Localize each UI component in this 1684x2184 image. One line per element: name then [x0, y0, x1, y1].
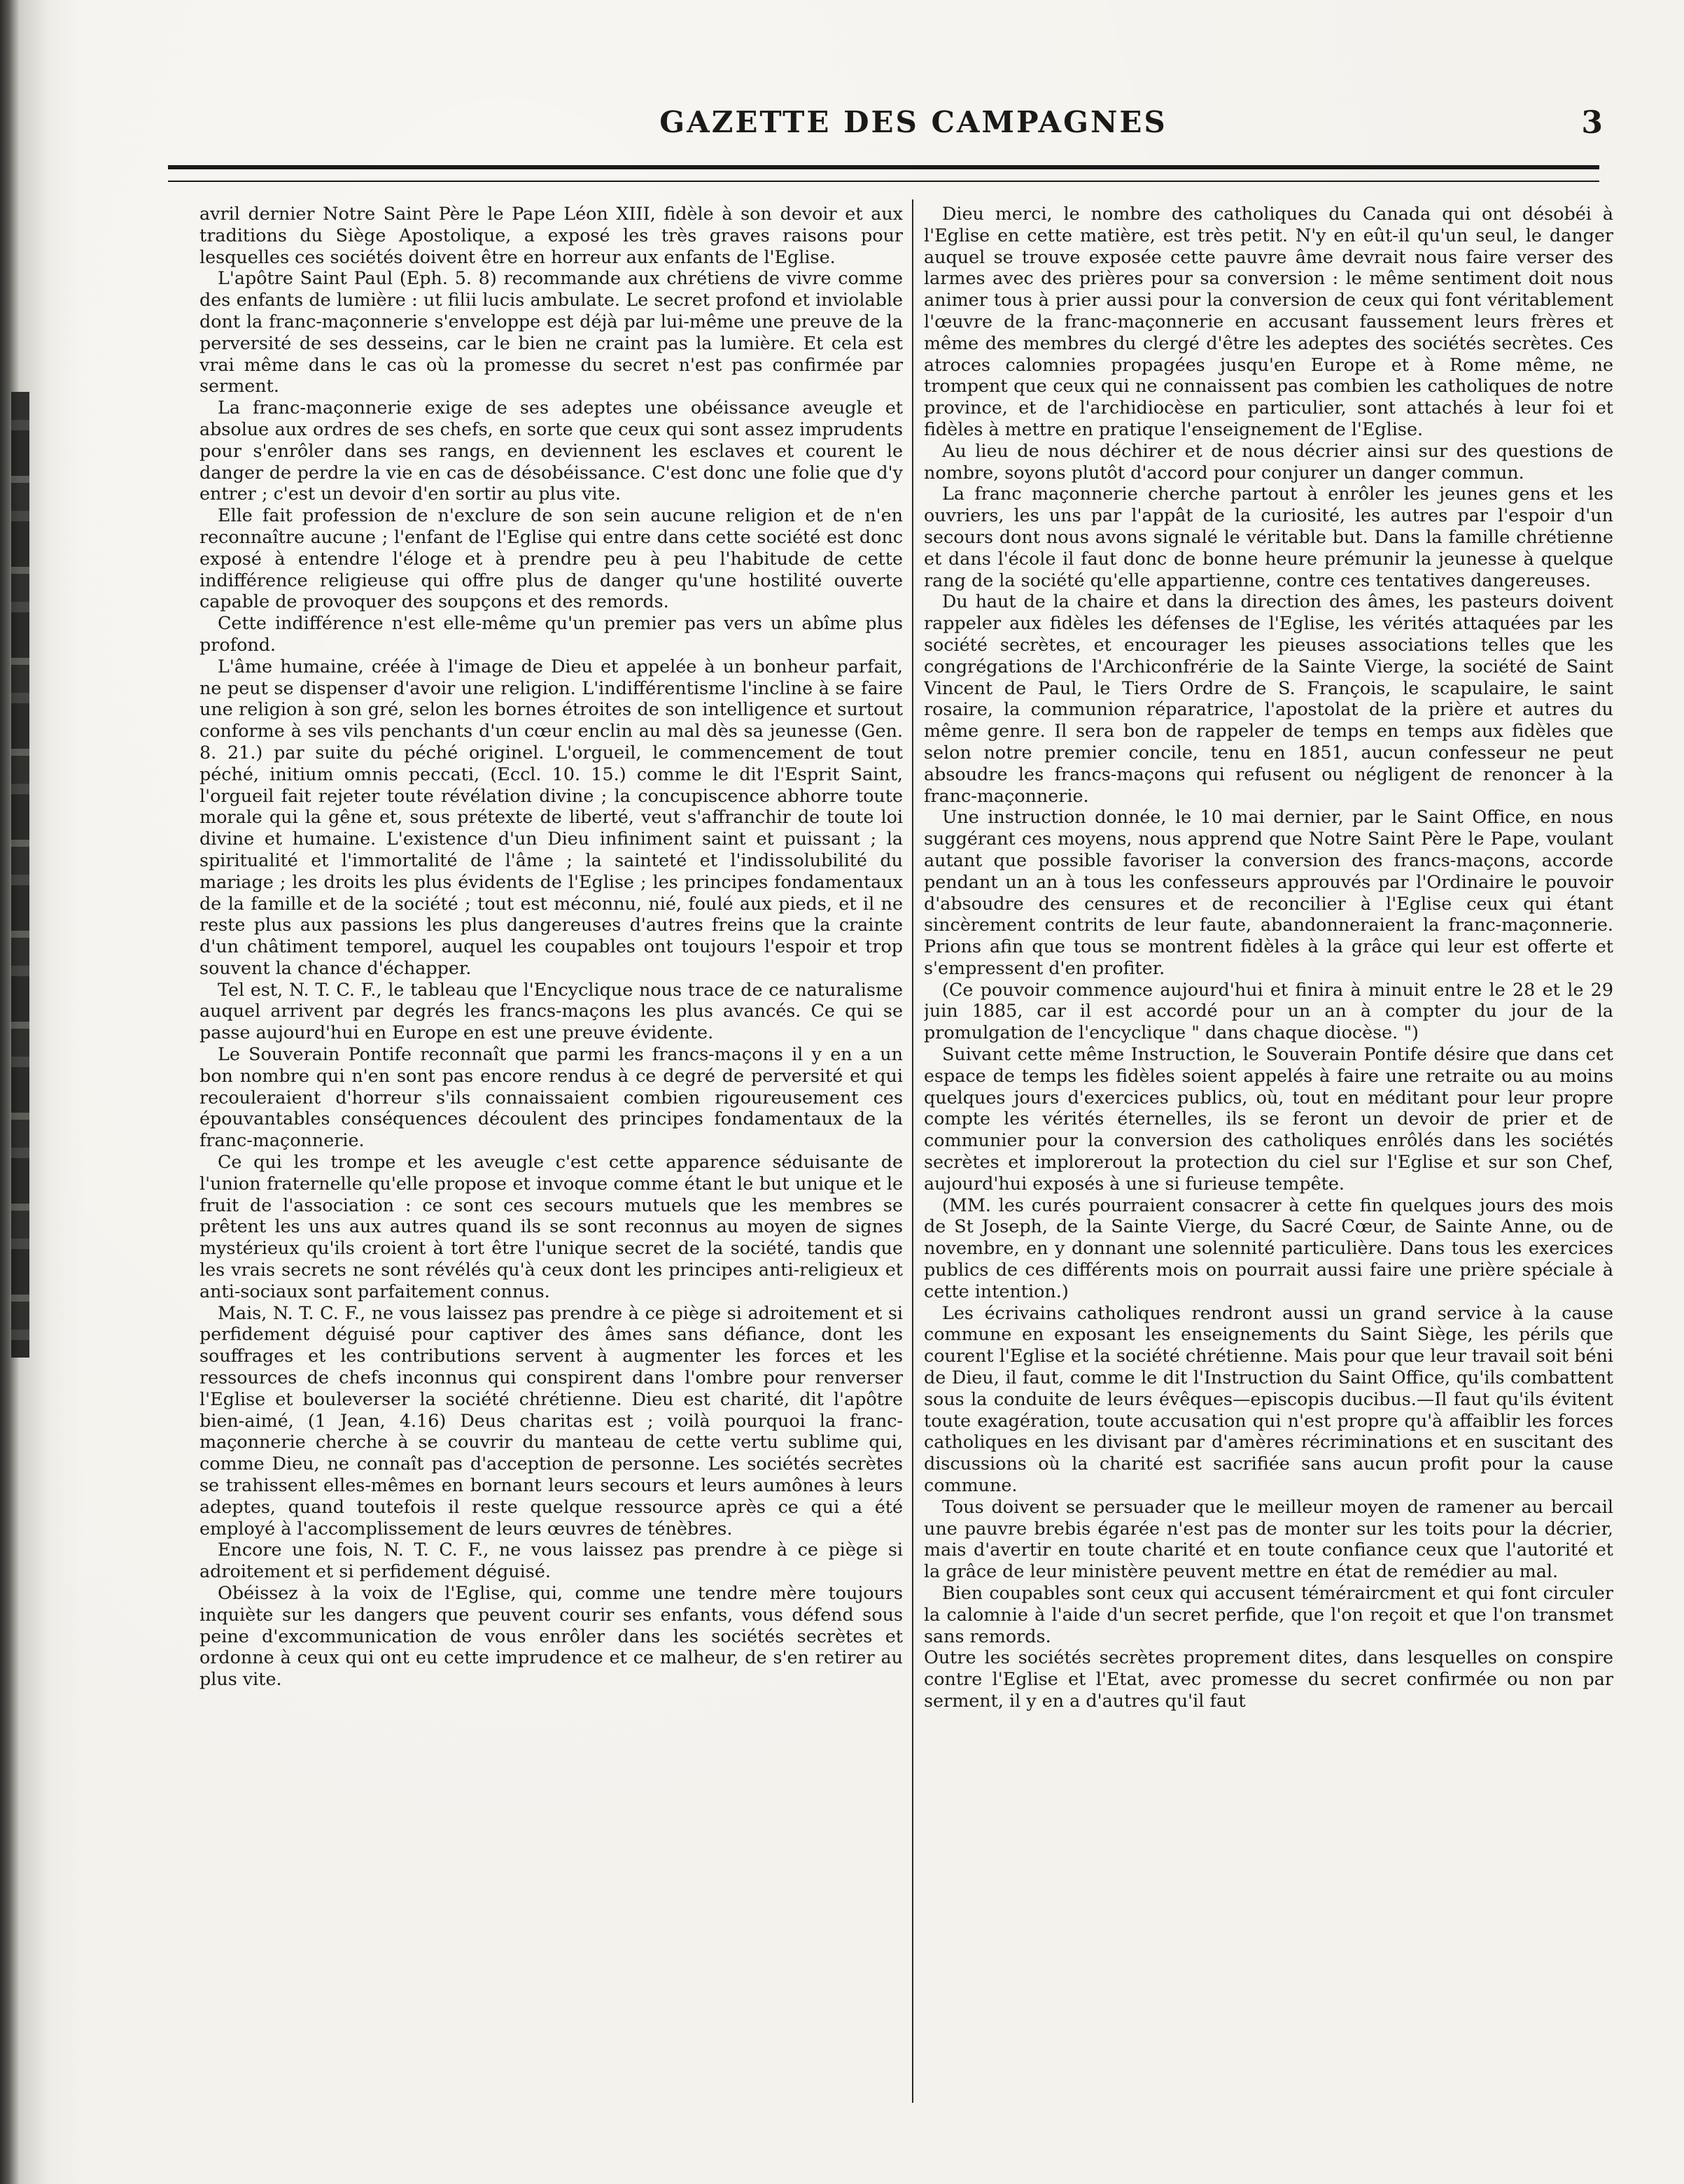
header-rule: [168, 165, 1599, 182]
running-title: GAZETTE DES CAMPAGNES: [659, 105, 1167, 139]
paragraph: Les écrivains catholiques rendront aussi un grand service à la cause commune en exposant les enseignements du Saint Siège, les périls que courent l'Eglise et la société chrétienne. Mais pour que leur travail soit béni de Dieu, il faut, comme le dit l'Instruction du Saint Office, qu'ils combattent sous la conduite de leurs évêques—episcopis ducibus.—Il faut qu'ils évitent toute exagération, toute accusation qui n'est propre qu'à affaiblir les forces catholiques en les divisant par d'amères récriminations et en suscitant des discussions où la charité est sacrifiée sans aucun profit pour la cause commune.: [924, 1302, 1613, 1496]
binding-shadow: [11, 392, 29, 1358]
paragraph: Cette indifférence n'est elle-même qu'un premier pas vers un abîme plus profond.: [199, 612, 903, 655]
page-header: [224, 105, 1603, 147]
paragraph: Le Souverain Pontife reconnaît que parmi les francs-maçons il y en a un bon nombre qui n'en sont pas encore rendus à ce degré de perversité et qui recouleraient d'horreur s'ils connaissaient combien rigoureusement ces épouvantables conséquences découlent des principes fondamentaux de la franc-maçonnerie.: [199, 1043, 903, 1151]
text-column-left: [199, 203, 903, 2106]
paragraph: Outre les sociétés secrètes proprement dites, dans lesquelles on conspire contre l'Eglise et l'Etat, avec promesse du secret confirmée ou non par serment, il y en a d'autres qu'il faut: [924, 1647, 1613, 1711]
paragraph: (MM. les curés pourraient consacrer à cette fin quelques jours des mois de St Joseph, de la Sainte Vierge, du Sacré Cœur, de Sainte Anne, ou de novembre, en y donnant une solennité particulière. Dans tous les exercices publics de ces différents mois on pourrait aussi faire une prière spéciale à cette intention.): [924, 1194, 1613, 1302]
paragraph: L'âme humaine, créée à l'image de Dieu et appelée à un bonheur parfait, ne peut se dispenser d'avoir une religion. L'indifférentisme l'incline à se faire une religion à son gré, selon les bornes étroites de son intelligence et surtout conforme à ses vils penchants d'un cœur enclin au mal dès sa jeunesse (Gen. 8. 21.) par suite du péché originel. L'orgueil, le commencement de tout péché, initium omnis peccati, (Eccl. 10. 15.) comme le dit l'Esprit Saint, l'orgueil fait rejeter toute révélation divine ; la concupiscence abhorre toute morale qui la gêne et, sous prétexte de liberté, veut s'affranchir de toute loi divine et humaine. L'existence d'un Dieu infiniment saint et puissant ; la spiritualité et l'immortalité de l'âme ; la sainteté et l'indissolubilité du mariage ; les droits les plus évidents de l'Eglise ; les principes fondamentaux de la famille et de la société ; tout est méconnu, nié, foulé aux pieds, et il ne reste plus aux passions les plus dangereuses d'autres freins que la crainte d'un châtiment temporel, auquel les coupables ont toujours l'espoir et trop souvent la chance d'échapper.: [199, 655, 903, 978]
paragraph: Dieu merci, le nombre des catholiques du Canada qui ont désobéi à l'Eglise en cette matière, est très petit. N'y en eût-il qu'un seul, le danger auquel se trouve exposée cette pauvre âme devrait nous faire verser des larmes avec des prières pour sa conversion : le même sentiment doit nous animer tous à prier aussi pour la conversion de ceux qui font véritablement l'œuvre de la franc-maçonnerie en accusant faussement leurs frères et même des membres du clergé d'être les adeptes des sociétés secrètes. Ces atroces calomnies propagées jusqu'en Europe et à Rome même, ne trompent que ceux qui ne connaissent pas combien les catholiques de notre province, et de l'archidiocèse en particulier, sont attachés à leur foi et fidèles à mettre en pratique l'enseignement de l'Eglise.: [924, 203, 1613, 439]
paragraph: Elle fait profession de n'exclure de son sein aucune religion et de n'en reconnaître aucune ; l'enfant de l'Eglise qui entre dans cette société est donc exposé à entendre l'éloge et à prendre peu à peu l'habitude de cette indifférence religieuse qui offre plus de danger qu'une hostilité ouverte capable de provoquer des soupçons et des remords.: [199, 505, 903, 612]
paragraph: L'apôtre Saint Paul (Eph. 5. 8) recommande aux chrétiens de vivre comme des enfants de lumière : ut filii lucis ambulate. Le secret profond et inviolable dont la franc-maçonnerie s'enveloppe est déjà par lui-même une preuve de la perversité de ses desseins, car le bien ne craint pas la lumière. Et cela est vrai même dans le cas où la promesse du secret n'est pas confirmée par serment.: [199, 267, 903, 397]
paragraph: Bien coupables sont ceux qui accusent téméraircment et qui font circuler la calomnie à l'aide d'un secret perfide, que l'on reçoit et que l'on transmet sans remords.: [924, 1582, 1613, 1647]
paragraph: Obéissez à la voix de l'Eglise, qui, comme une tendre mère toujours inquiète sur les dangers que peuvent courir ses enfants, vous défend sous peine d'excommunication de vous enrôler dans les sociétés secrètes et ordonne à ceux qui ont eu cette imprudence et ce malheur, de s'en retirer au plus vite.: [199, 1582, 903, 1690]
paragraph: (Ce pouvoir commence aujourd'hui et finira à minuit entre le 28 et le 29 juin 1885, car il est accordé pour un an à compter du jour de la promulgation de l'encyclique " dans chaque diocèse. "): [924, 978, 1613, 1043]
paragraph: Tous doivent se persuader que le meilleur moyen de ramener au bercail une pauvre brebis égarée n'est pas de monter sur les toits pour la décrier, mais d'avertir en toute charité et en toute confiance ceux que l'autorité et la grâce de leur ministère peuvent mettre en état de remédier au mal.: [924, 1495, 1613, 1582]
paragraph: Encore une fois, N. T. C. F., ne vous laissez pas prendre à ce piège si adroitement et si perfidement déguisé.: [199, 1539, 903, 1582]
paragraph: Mais, N. T. C. F., ne vous laissez pas prendre à ce piège si adroitement et si perfidement déguisé pour captiver des âmes sans défiance, dont les souffrages et les contributions servent à augmenter les forces et les ressources de chefs inconnus qui conspirent dans l'ombre pour renverser l'Eglise et bouleverser la société chrétienne. Dieu est charité, dit l'apôtre bien-aimé, (1 Jean, 4.16) Deus charitas est ; voilà pourquoi la franc-maçonnerie cherche à se couvrir du manteau de cette vertu sublime qui, comme Dieu, ne connaît pas d'acception de personne. Les sociétés secrètes se trahissent elles-mêmes en bornant leurs secours et leurs aumônes à leurs adeptes, quand toutefois il reste quelque ressource après ce qui a été employé à l'accomplissement de leurs œuvres de ténèbres.: [199, 1302, 903, 1539]
text-column-right: [924, 203, 1613, 2106]
column-divider: [912, 199, 913, 2103]
paragraph: Du haut de la chaire et dans la direction des âmes, les pasteurs doivent rappeler aux fidèles les défenses de l'Eglise, les vérités attaquées par les société secrètes, et encourager les pieuses associations telles que les congrégations de l'Archiconfrérie de la Sainte Vierge, la société de Saint Vincent de Paul, le Tiers Ordre de S. François, le scapulaire, le saint rosaire, la communion réparatrice, l'apostolat de la prière et autres du même genre. Il sera bon de rappeler de temps en temps aux fidèles que selon notre premier concile, tenu en 1851, aucun confesseur ne peut absoudre les francs-maçons qui refusent ou négligent de renoncer à la franc-maçonnerie.: [924, 591, 1613, 806]
paragraph: Au lieu de nous déchirer et de nous décrier ainsi sur des questions de nombre, soyons plutôt d'accord pour conjurer un danger commun.: [924, 439, 1613, 483]
paragraph: Une instruction donnée, le 10 mai dernier, par le Saint Office, en nous suggérant ces moyens, nous apprend que Notre Saint Père le Pape, voulant autant que possible favoriser la conversion des francs-maçons, accorde pendant un an à tous les confesseurs approuvés par l'Ordinaire le pouvoir d'absoudre des censures et de reconcilier à l'Eglise ceux qui étant sincèrement contrits de leur faute, abandonneraient la franc-maçonnerie. Prions afin que tous se montrent fidèles à la grâce qui leur est offerte et s'empressent d'en profiter.: [924, 806, 1613, 978]
paragraph: Tel est, N. T. C. F., le tableau que l'Encyclique nous trace de ce naturalisme auquel arrivent par degrés les francs-maçons les plus avancés. Ce qui se passe aujourd'hui en Europe en est une preuve évidente.: [199, 978, 903, 1043]
paragraph: Suivant cette même Instruction, le Souverain Pontife désire que dans cet espace de temps les fidèles soient appelés à faire une retraite ou au moins quelques jours d'exercices publics, où, tout en méditant pour leur propre compte les vérités éternelles, ils se feront un devoir de prier et de communier pour la conversion des catholiques enrôlés dans les sociétés secrètes et implorerout la protection du ciel sur l'Eglise et sur son Chef, aujourd'hui exposés à une si furieuse tempête.: [924, 1043, 1613, 1194]
paragraph: avril dernier Notre Saint Père le Pape Léon XIII, fidèle à son devoir et aux traditions du Siège Apostolique, a exposé les très graves raisons pour lesquelles ces sociétés doivent être en horreur aux enfants de l'Eglise.: [199, 203, 903, 267]
paragraph: La franc-maçonnerie exige de ses adeptes une obéissance aveugle et absolue aux ordres de ses chefs, en sorte que ceux qui sont assez imprudents pour s'enrôler dans ses rangs, en deviennent les esclaves et courent le danger de perdre la vie en cas de désobéissance. C'est donc une folie que d'y entrer ; c'est un devoir d'en sortir au plus vite.: [199, 397, 903, 505]
paragraph: La franc maçonnerie cherche partout à enrôler les jeunes gens et les ouvriers, les uns par l'appât de la curiosité, les autres par l'espoir d'un secours dont nous avons signalé le véritable but. Dans la famille chrétienne et dans l'école il faut donc de bonne heure prémunir la jeunesse à quelque rang de la société qu'elle appartienne, contre ces tentatives dangereuses.: [924, 483, 1613, 591]
page-number: 3: [1581, 105, 1603, 141]
paragraph: Ce qui les trompe et les aveugle c'est cette apparence séduisante de l'union fraternelle qu'elle propose et invoque comme étant le but unique et le fruit de l'association : ce sont ces secours mutuels que les membres se prêtent les uns aux autres quand ils se sont reconnus au moyen de signes mystérieux qu'ils croient à tort être l'unique secret de la société, tandis que les vrais secrets ne sont révélés qu'à ceux dont les principes anti-religieux et anti-sociaux sont parfaitement connus.: [199, 1151, 903, 1302]
